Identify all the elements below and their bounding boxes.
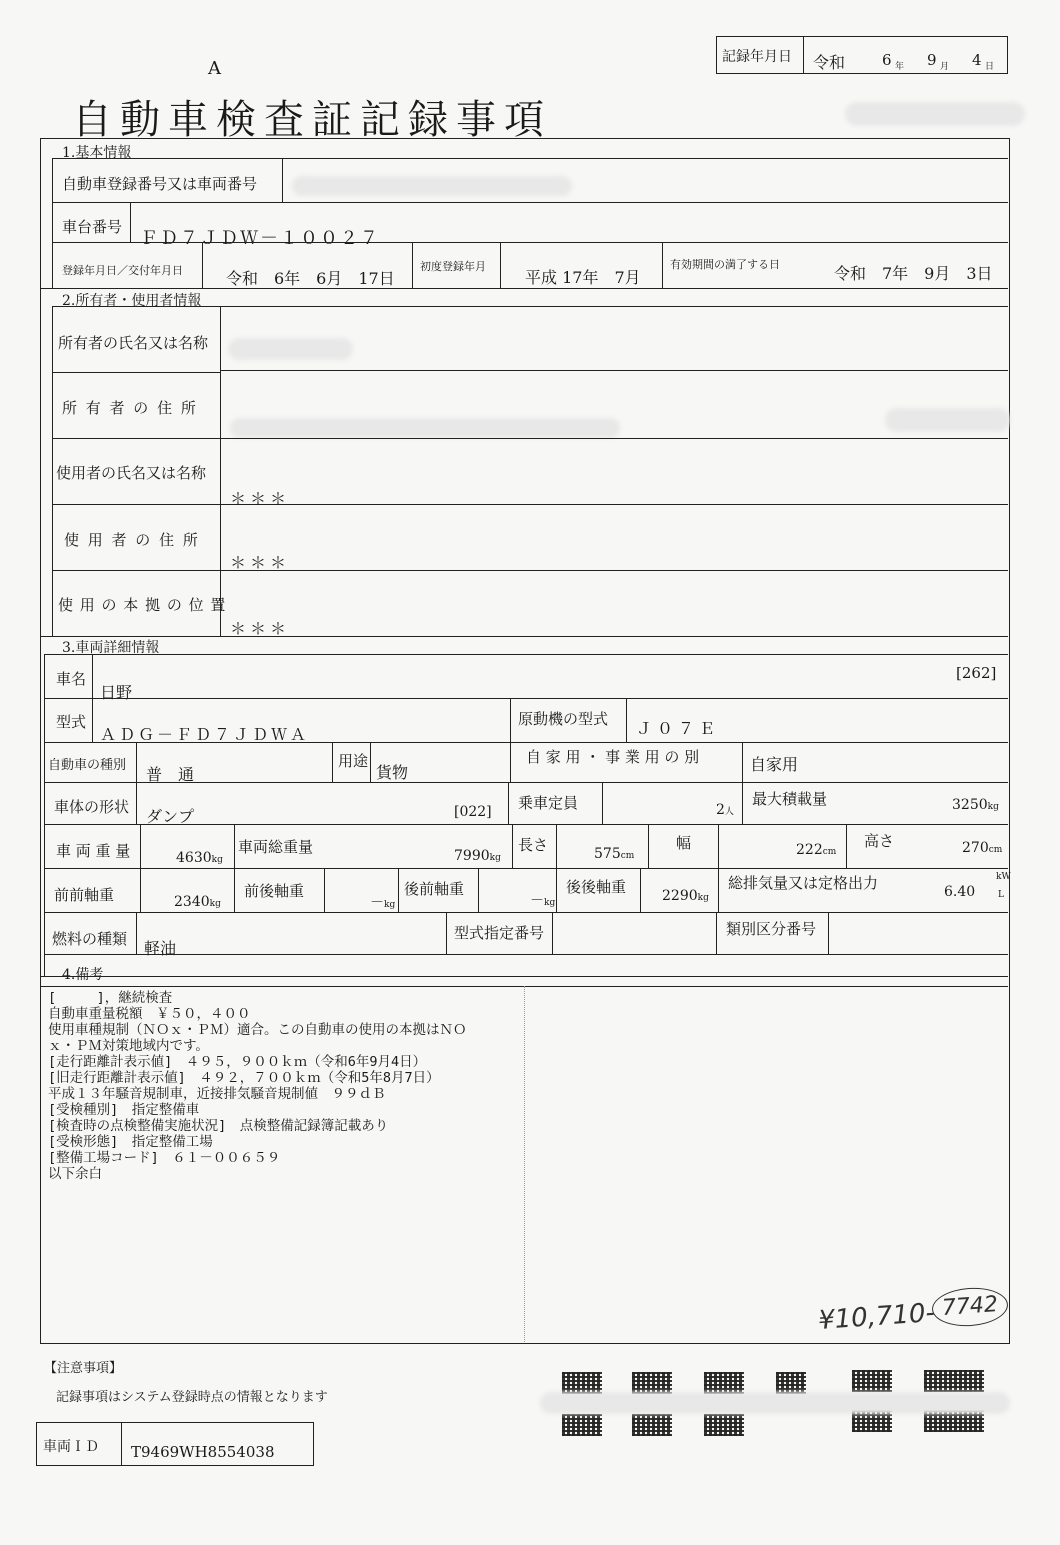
type-designation-label: 型式指定番号 — [454, 924, 545, 942]
car-name-label: 車名 — [56, 670, 87, 688]
car-name-value: 日野 — [100, 683, 133, 702]
engine-value: Ｊ０７Ｅ — [636, 719, 721, 738]
length-label: 長さ — [518, 836, 549, 854]
gross-weight-label: 車両総重量 — [238, 838, 314, 856]
displacement-label: 総排気量又は定格出力 — [728, 874, 879, 892]
max-load-cell — [952, 797, 999, 813]
qr-code — [924, 1370, 984, 1392]
type-label: 自動車の種別 — [48, 758, 127, 773]
weight-cell — [176, 850, 223, 866]
redacted-area — [845, 102, 1025, 126]
base-location-label: 使 用 の 本 拠 の 位 置 — [58, 596, 227, 614]
ff-axle-value: 2340 — [174, 894, 210, 910]
max-load-value: 3250 — [952, 797, 988, 813]
qr-code — [632, 1414, 672, 1436]
width-label: 幅 — [676, 834, 692, 852]
section2-heading: 2.所有者・使用者情報 — [62, 293, 202, 309]
type-value: 普 通 — [146, 765, 195, 784]
use-value: 貨物 — [376, 763, 409, 782]
unit-cm: cm — [620, 851, 635, 861]
rr-axle-value: 2290 — [662, 888, 698, 904]
height-label: 高さ — [864, 832, 895, 850]
reg-number-label: 自動車登録番号又は車両番号 — [62, 175, 258, 193]
rr-axle-label: 後後軸重 — [566, 878, 627, 896]
unit-kg: kg — [489, 853, 501, 863]
width-cell — [796, 842, 836, 858]
displacement-cell — [944, 884, 975, 900]
chassis-label: 車台番号 — [62, 218, 123, 236]
width-value: 222 — [796, 842, 823, 858]
model-label: 型式 — [56, 713, 87, 731]
owner-name-label: 所有者の氏名又は名称 — [58, 334, 209, 352]
section4-heading: 4.備考 — [62, 967, 104, 983]
unit-month: 月 — [940, 62, 950, 72]
first-reg-value: 平成 17年 7月 — [525, 268, 641, 287]
use-label: 用途 — [338, 752, 369, 770]
max-load-label: 最大積載量 — [752, 790, 828, 808]
record-date-label: 記録年月日 — [722, 49, 792, 65]
redacted-owner-address — [230, 418, 620, 438]
first-reg-label: 初度登録年月 — [420, 260, 486, 273]
private-biz-value: 自家用 — [750, 755, 799, 774]
fr-axle-value: － — [370, 895, 384, 911]
unit-cm: cm — [822, 847, 837, 857]
qr-code — [632, 1372, 672, 1394]
ff-axle-cell — [174, 894, 221, 910]
model-value: ＡＤＧ－ＦＤ７ＪＤＷＡ — [100, 725, 310, 744]
gross-weight-cell — [454, 848, 501, 864]
unit-year: 年 — [895, 62, 905, 72]
unit-kg: kg — [209, 899, 221, 909]
notice-text: 記録事項はシステム登録時点の情報となります — [56, 1390, 328, 1405]
unit-kw: kW — [996, 872, 1011, 882]
unit-kg: kg — [697, 893, 709, 903]
qr-code — [852, 1370, 892, 1392]
record-date-box — [716, 36, 1008, 74]
expiry-label: 有効期間の満了する日 — [670, 258, 780, 271]
redacted-qr-strip — [540, 1392, 1010, 1414]
body-value: ダンプ — [146, 807, 195, 826]
base-location-value: ＊＊＊ — [230, 619, 291, 638]
record-date-month: 9 — [927, 51, 937, 69]
section3-heading: 3.車両詳細情報 — [62, 640, 160, 656]
section1-heading: 1.基本情報 — [62, 145, 132, 161]
rf-axle-cell — [530, 890, 555, 910]
record-date-year: 6 — [882, 51, 892, 69]
unit-kg: kg — [544, 898, 556, 908]
qr-code — [704, 1414, 744, 1436]
unit-person: 人 — [724, 807, 734, 817]
remarks-text: [ ]，継続検査 自動車重量税額 ￥５０，４００ 使用車種規制（ＮＯｘ・ＰＭ）適合。この自動車の使用の本拠はＮＯ ｘ・ＰＭ対策地域内です。 [走行距離計表示値] ４９５，９００ｋｍ（令和6年9月4日） [旧走行距離計表示値] ４９２，７００ｋｍ（令和5年8月7日） 平成１３年騒音規制車，近接排気騒音規制値 ９９ｄＢ [受検種別] 指定整備車 [検査時の点検整備実施状況] 点検整備記録簿記載あり [受検形態] 指定整備工場 [整備工場コード] ６１－００６５９ 以下余白 — [48, 990, 467, 1182]
qr-code — [562, 1372, 602, 1394]
handwritten-amount: ¥10,710- — [817, 1297, 936, 1337]
user-address-value: ＊＊＊ — [230, 553, 291, 572]
reg-date-label: 登録年月日／交付年月日 — [62, 264, 183, 277]
expiry-value: 令和 7年 9月 3日 — [834, 264, 993, 283]
document-title: 自動車検査証記録事項 — [72, 97, 552, 143]
unit-kg: kg — [384, 900, 396, 910]
record-date-era: 令和 — [813, 53, 846, 72]
capacity-label: 乗車定員 — [518, 794, 579, 812]
vehicle-id-label: 車両ＩＤ — [43, 1439, 99, 1455]
redacted-owner-address-2 — [885, 408, 1010, 432]
qr-code — [704, 1372, 744, 1394]
height-value: 270 — [962, 840, 989, 856]
vehicle-id-box — [36, 1422, 314, 1466]
length-value: 575 — [594, 846, 621, 862]
qr-code — [562, 1414, 602, 1436]
a-mark: A — [208, 58, 221, 79]
private-biz-label: 自 家 用 ・ 事 業 用 の 別 — [526, 748, 700, 766]
user-address-label: 使 用 者 の 住 所 — [64, 531, 200, 549]
height-cell — [962, 840, 1002, 856]
owner-address-label: 所 有 者 の 住 所 — [62, 399, 198, 417]
capacity-value: 2 — [716, 802, 725, 818]
fuel-value: 軽油 — [144, 939, 177, 958]
handwritten-circle: 7742 — [931, 1285, 1009, 1328]
redacted-reg-number — [292, 176, 572, 196]
rf-axle-label: 後前軸重 — [404, 880, 465, 898]
record-date-day: 4 — [972, 51, 982, 69]
car-name-code: [262] — [956, 664, 997, 682]
body-label: 車体の形状 — [54, 798, 130, 816]
user-name-label: 使用者の氏名又は名称 — [56, 464, 207, 482]
vehicle-id-value: T9469WH8554038 — [131, 1443, 275, 1461]
gross-weight-value: 7990 — [454, 848, 490, 864]
unit-kg: kg — [211, 855, 223, 865]
fuel-label: 燃料の種類 — [52, 930, 128, 948]
qr-code — [776, 1372, 806, 1394]
rf-axle-value: － — [530, 893, 544, 909]
displacement-value: 6.40 — [944, 884, 976, 900]
weight-label: 車 両 重 量 — [56, 842, 131, 860]
user-name-value: ＊＊＊ — [230, 489, 291, 508]
weight-value: 4630 — [176, 850, 212, 866]
class-number-label: 類別区分番号 — [726, 920, 817, 938]
unit-kg: kg — [987, 802, 999, 812]
reg-date-value: 令和 6年 6月 17日 — [226, 269, 395, 288]
unit-l: L — [998, 890, 1004, 900]
notice-heading: 【注意事項】 — [44, 1361, 123, 1376]
unit-day: 日 — [985, 62, 995, 72]
rr-axle-cell — [662, 888, 709, 904]
unit-cm: cm — [988, 845, 1003, 855]
ff-axle-label: 前前軸重 — [54, 886, 115, 904]
redacted-owner-name — [228, 338, 353, 360]
fr-axle-label: 前後軸重 — [244, 882, 305, 900]
body-code: [022] — [454, 804, 492, 820]
chassis-value: ＦＤ７ＪＤＷ－１００２７ — [140, 228, 380, 249]
capacity-cell — [716, 802, 734, 818]
engine-label: 原動機の型式 — [518, 710, 609, 728]
fr-axle-cell — [370, 892, 395, 912]
length-cell — [594, 846, 634, 862]
